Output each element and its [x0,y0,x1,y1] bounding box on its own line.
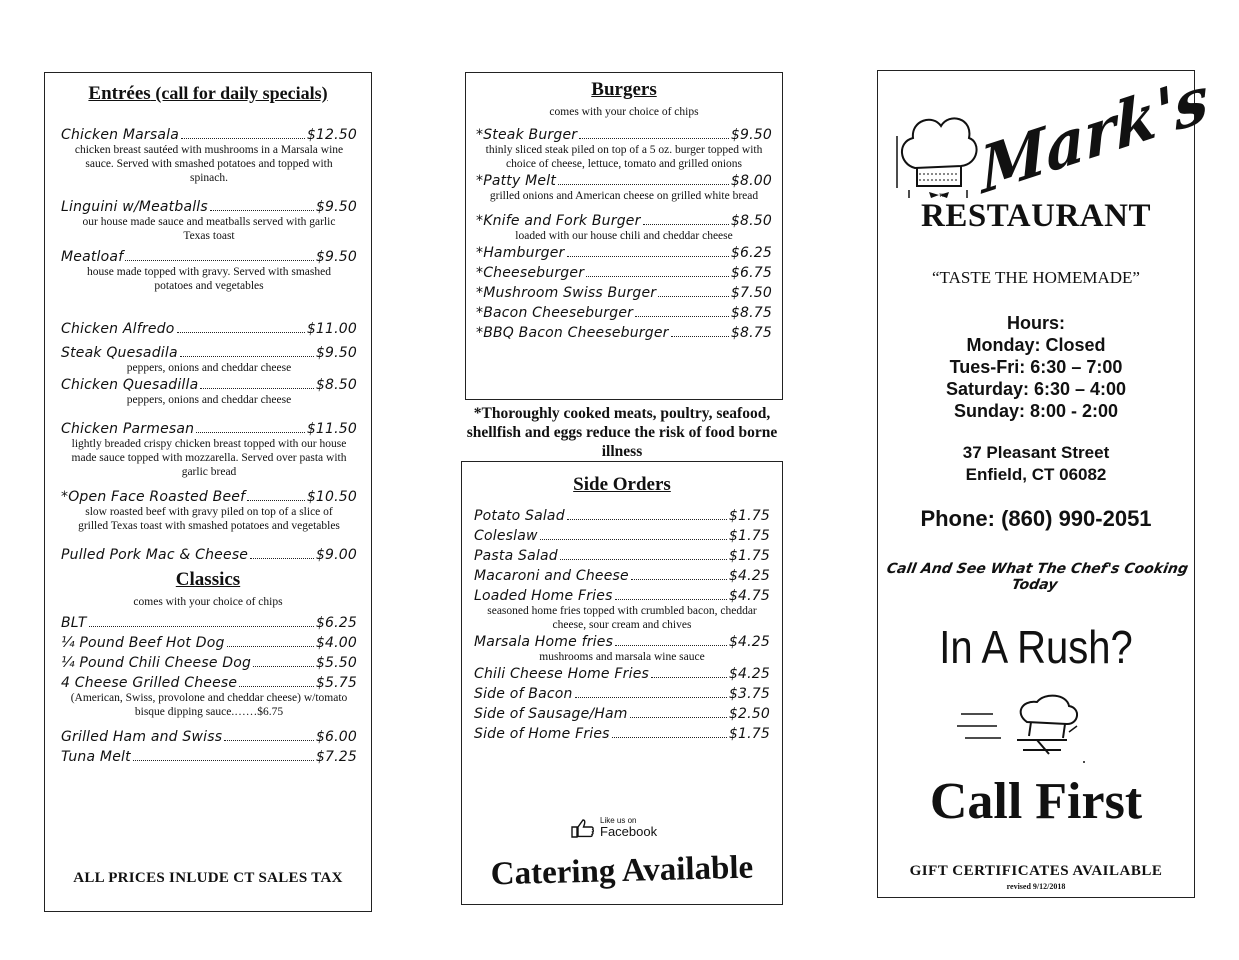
item-name: ¼ Pound Beef Hot Dog [61,635,225,651]
dot-leader [560,559,727,560]
dot-leader [635,316,729,317]
city-state-zip: Enfield, CT 06082 [965,465,1107,484]
item-price: $1.75 [728,726,770,742]
hours-line: Saturday: 6:30 – 4:00 [945,379,1127,399]
item-price: $6.25 [315,615,357,631]
restaurant-word: RESTAURANT [921,198,1151,234]
hours-block [877,312,1195,422]
dot-leader [567,256,729,257]
menu-item [61,675,357,691]
item-description: loaded with our house chili and cheddar cheese [515,230,733,242]
item-price: $1.75 [728,548,770,564]
menu-item [476,265,772,281]
menu-item [61,489,357,505]
menu-item [61,345,357,361]
cover-content [877,0,1211,960]
dot-leader [567,519,727,520]
in-a-rush-heading: In A Rush? [939,622,1133,674]
menu-item [474,588,770,604]
hours-line: Monday: Closed [966,335,1106,355]
dot-leader [224,740,314,741]
item-price: $7.50 [730,285,772,301]
item-name: Chicken Parmesan [61,421,195,437]
catering-available: Catering Available [490,849,754,893]
item-name: *Open Face Roasted Beef [61,489,246,505]
item-name: Side of Bacon [474,686,573,702]
menu-item [476,127,772,143]
item-name: Chicken Alfredo [61,321,175,337]
dot-leader [631,579,727,580]
item-description: lightly breaded crispy chicken breast topped with our house made sauce topped with mozzarella. Served over pasta with garlic bread [71,438,347,478]
dot-leader [558,184,729,185]
menu-item [474,666,770,682]
item-price: $10.50 [306,489,357,505]
menu-item [61,127,357,143]
item-price: $8.50 [315,377,357,393]
menu-item [61,729,357,745]
dot-leader [612,737,727,738]
tagline: “TASTE THE HOMEMADE” [932,268,1140,287]
item-name: Pasta Salad [474,548,558,564]
item-name: *Mushroom Swiss Burger [476,285,657,301]
item-price: $4.25 [728,634,770,650]
menu-item [474,706,770,722]
item-price: $8.00 [730,173,772,189]
item-name: ¼ Pound Chili Cheese Dog [61,655,252,671]
item-name: Loaded Home Fries [474,588,613,604]
item-price: $11.50 [306,421,357,437]
item-name: Chili Cheese Home Fries [474,666,649,682]
item-price: $3.75 [728,686,770,702]
menu-item [476,173,772,189]
dot-leader [671,336,729,337]
menu-item [474,528,770,544]
item-price: $8.75 [730,325,772,341]
menu-item [476,285,772,301]
menu-item [476,325,772,341]
menu-item [474,548,770,564]
item-name: *Hamburger [476,245,565,261]
thumbs-up-icon [570,818,596,838]
item-name: *Bacon Cheeseburger [476,305,634,321]
menu-item [474,686,770,702]
dot-leader [181,138,305,139]
dot-leader [615,599,727,600]
item-price: $1.75 [728,528,770,544]
dot-leader [575,697,727,698]
item-price: $9.50 [315,199,357,215]
item-name: Linguini w/Meatballs [61,199,208,215]
chef-hat-icon [895,106,981,202]
item-price: $9.50 [730,127,772,143]
item-price: $7.25 [315,749,357,765]
menu-item [61,421,357,437]
dot-leader [630,717,727,718]
dot-leader [658,296,729,297]
item-name: Marsala Home fries [474,634,614,650]
item-price: $9.50 [315,249,357,265]
item-price: $4.75 [728,588,770,604]
item-price: $11.00 [306,321,357,337]
hours-title: Hours: [1007,313,1065,333]
dot-leader [180,356,314,357]
item-name: Side of Home Fries [474,726,610,742]
burgers-title: Burgers [591,79,657,100]
dot-leader [615,645,727,646]
item-price: $5.50 [315,655,357,671]
item-name: *Knife and Fork Burger [476,213,641,229]
menu-item [61,377,357,393]
item-description: thinly sliced steak piled on top of a 5 oz. burger topped with choice of cheese, lettuce, tomato and grilled onions [485,144,763,170]
item-price: $4.25 [728,568,770,584]
sales-tax-notice: ALL PRICES INLUDE CT SALES TAX [73,870,343,886]
item-name: Meatloaf [61,249,124,265]
classics-note: comes with your choice of chips [133,596,283,608]
item-price: $9.50 [315,345,357,361]
menu-item [474,568,770,584]
menu-item [61,199,357,215]
item-name: Coleslaw [474,528,538,544]
item-name: Macaroni and Cheese [474,568,629,584]
food-safety-warning: *Thoroughly cooked meats, poultry, seafood, shellfish and eggs reduce the risk of food borne illness [466,405,778,460]
item-description: peppers, onions and cheddar cheese [126,362,292,374]
dot-leader [651,677,727,678]
facebook-like-label: Like us on [600,816,637,825]
item-price: $8.75 [730,305,772,321]
item-name: Tuna Melt [61,749,131,765]
item-description: mushrooms and marsala wine sauce [539,651,705,663]
item-price: $2.50 [728,706,770,722]
dot-leader [247,500,305,501]
item-name: Pulled Pork Mac & Cheese [61,547,249,563]
dot-leader [89,626,314,627]
dot-leader [586,276,729,277]
item-price: $9.00 [315,547,357,563]
burgers-panel [465,72,783,400]
address-block [877,442,1195,486]
entrees-classics-panel [44,72,372,912]
item-price: $4.00 [315,635,357,651]
menu-item [61,635,357,651]
facebook-badge[interactable] [570,816,657,839]
menu-item [61,655,357,671]
item-name: Chicken Marsala [61,127,180,143]
item-description: peppers, onions and cheddar cheese [126,394,292,406]
item-price: $6.00 [315,729,357,745]
item-price: $4.25 [728,666,770,682]
menu-item [476,213,772,229]
dot-leader [133,760,314,761]
item-name: Chicken Quesadilla [61,377,199,393]
brand-name: Mark's [978,60,1211,209]
item-description: slow roasted beef with gravy piled on top of a slice of grilled Texas toast with smashed potatoes and vegetables [78,506,340,532]
side-orders-title: Side Orders [573,474,671,495]
entrees-title: Entrées (call for daily specials) [88,83,328,104]
dot-leader [196,432,305,433]
item-name: Side of Sausage/Ham [474,706,628,722]
dot-leader [643,224,729,225]
item-name: *Patty Melt [476,173,557,189]
item-price: $8.50 [730,213,772,229]
item-name: Grilled Ham and Swiss [61,729,223,745]
menu-item [476,305,772,321]
item-description: grilled onions and American cheese on grilled white bread [489,190,759,202]
burgers-note: comes with your choice of chips [549,106,699,118]
menu-item [474,726,770,742]
item-description: our house made sauce and meatballs served with garlic Texas toast [82,216,336,242]
dot-leader [227,646,314,647]
dot-leader [579,138,729,139]
item-price: $12.50 [306,127,357,143]
dot-leader [200,388,314,389]
trademark-mark: TM [939,194,947,199]
dot-leader [210,210,314,211]
item-description: chicken breast sautéed with mushrooms in a Marsala wine sauce. Served with smashed potatoes and topped with spinach. [74,144,344,184]
item-description: (American, Swiss, provolone and cheddar cheese) w/tomato bisque dipping sauce.……$6.75 [70,692,348,718]
menu-item [476,245,772,261]
classics-title: Classics [175,569,241,590]
dot-leader [239,686,314,687]
menu-item [474,508,770,524]
item-description: seasoned home fries topped with crumbled bacon, cheddar cheese, sour cream and chives [487,605,757,631]
item-name: *Steak Burger [476,127,578,143]
item-name: *Cheeseburger [476,265,585,281]
dot-leader [177,332,305,333]
facebook-label: Facebook [600,824,658,839]
gift-certificates: GIFT CERTIFICATES AVAILABLE [909,863,1163,879]
item-name: *BBQ Bacon Cheeseburger [476,325,669,341]
item-name: 4 Cheese Grilled Cheese [61,675,238,691]
revised-date: revised 9/12/2018 [1006,882,1066,891]
item-price: $6.25 [730,245,772,261]
running-chef-icon [957,692,1117,766]
item-description: house made topped with gravy. Served with smashed potatoes and vegetables [87,266,331,292]
item-name: Potato Salad [474,508,565,524]
hours-line: Sunday: 8:00 - 2:00 [953,401,1119,421]
call-and-see-slogan: Call And See What The Chef's Cooking Today [885,561,1190,593]
menu-item [61,321,357,337]
dot-leader [250,558,314,559]
item-name: BLT [61,615,87,631]
item-price: $5.75 [315,675,357,691]
menu-item [61,249,357,265]
item-price: $6.75 [730,265,772,281]
dot-leader [540,539,727,540]
call-first-heading: Call First [929,773,1143,830]
menu-item [61,749,357,765]
street-address: 37 Pleasant Street [962,443,1110,462]
dot-leader [125,260,314,261]
item-name: Steak Quesadila [61,345,178,361]
phone-number[interactable]: Phone: (860) 990-2051 [920,506,1152,531]
menu-item [61,615,357,631]
item-price: $1.75 [728,508,770,524]
menu-item [61,547,357,563]
hours-line: Tues-Fri: 6:30 – 7:00 [949,357,1123,377]
menu-item [474,634,770,650]
dot-leader [253,666,314,667]
